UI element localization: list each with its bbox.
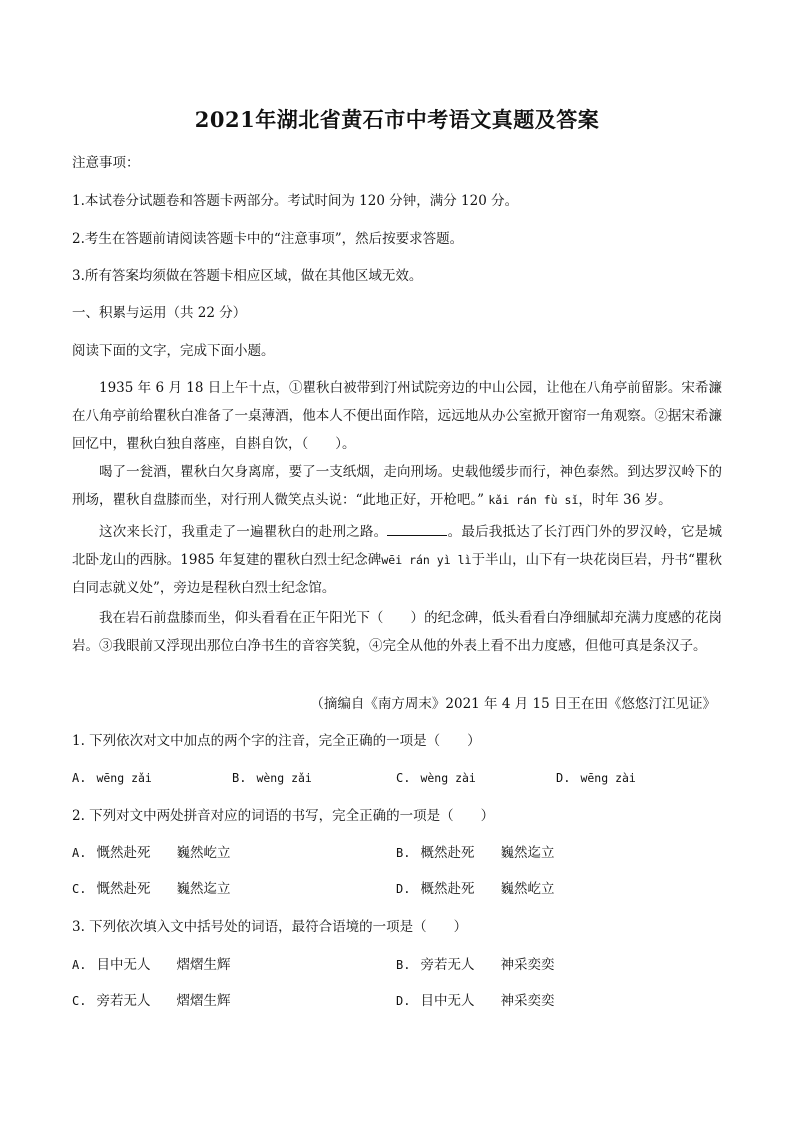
passage-text: ，时年 36 岁。	[578, 492, 672, 508]
fill-blank	[387, 521, 447, 536]
option-b[interactable]: B. wèng zǎi	[232, 771, 312, 785]
passage-text: 这次来长汀，我重走了一遍瞿秋白的赴刑之路。	[99, 524, 388, 540]
option-d[interactable]: D. wēng zài	[556, 771, 636, 785]
option-b[interactable]: B. 旁若无人 神采奕奕	[396, 957, 555, 973]
option-c[interactable]: C. 慨然赴死 巍然迄立	[72, 881, 231, 897]
source-citation: （摘编自《南方周末》2021 年 4 月 15 日王在田《悠悠汀江见证》	[310, 696, 716, 712]
passage-paragraph-2	[72, 458, 722, 514]
section-heading: 一、积累与运用（共 22 分）	[72, 305, 247, 321]
passage-paragraph-3	[72, 518, 722, 602]
option-d[interactable]: D. 概然赴死 巍然屹立	[396, 881, 555, 897]
option-a[interactable]: A. 目中无人 熠熠生辉	[72, 957, 231, 973]
question-stem: 1. 下列依次对文中加点的两个字的注音，完全正确的一项是（ ）	[72, 733, 481, 749]
question-stem: 3. 下列依次填入文中括号处的词语，最符合语境的一项是（ ）	[72, 919, 468, 935]
passage-paragraph-4: 我在岩石前盘膝而坐，仰头看看在正午阳光下（ ）的纪念碑，低头看看白净细腻却充满力度感的花岗岩。③我眼前又浮现出那位白净书生的音容笑貌，④完全从他的外表上看不出力度感，但他可真是条汉子。	[72, 610, 722, 654]
option-a[interactable]: A. wēng zǎi	[72, 771, 152, 785]
notice-item: 1.本试卷分试题卷和答题卡两部分。考试时间为 120 分钟，满分 120 分。	[72, 193, 519, 209]
section-instruction: 阅读下面的文字，完成下面小题。	[72, 343, 275, 359]
pinyin: kǎi rán fù sǐ	[488, 493, 579, 507]
passage-text: 于半山，山下有一块花岗巨岩，丹书“瞿秋白同志就义处”，旁边是程秋白烈士纪念馆。	[72, 552, 722, 596]
option-c[interactable]: C. 旁若无人 熠熠生辉	[72, 993, 231, 1009]
option-a[interactable]: A. 慨然赴死 巍然屹立	[72, 845, 231, 861]
notice-item: 2.考生在答题前请阅读答题卡中的“注意事项”，然后按要求答题。	[72, 231, 464, 247]
passage-text: 。最后我抵达了长汀西门外的罗汉岭，它是城北卧龙山的西脉。1985 年复建的瞿秋白烈士纪念碑	[72, 524, 723, 568]
option-c[interactable]: C. wèng zài	[396, 771, 476, 785]
notice-heading: 注意事项：	[72, 155, 140, 171]
pinyin: wēi rán yì lì	[381, 553, 472, 567]
passage-paragraph-1: 1935 年 6 月 18 日上午十点，①瞿秋白被带到汀州试院旁边的中山公园，让他在八角亭前留影。宋希濂在八角亭前给瞿秋白准备了一桌薄酒，他本人不便出面作陪，远远地从办公室掀开窗帘一角观察。②据宋希濂回忆中，瞿秋白独自落座，自斟自饮，（ ）。	[72, 380, 722, 452]
option-b[interactable]: B. 概然赴死 巍然迄立	[396, 845, 555, 861]
notice-item: 3.所有答案均须做在答题卡相应区域，做在其他区域无效。	[72, 268, 423, 284]
option-d[interactable]: D. 目中无人 神采奕奕	[396, 993, 555, 1009]
question-stem: 2. 下列对文中两处拼音对应的词语的书写，完全正确的一项是（ ）	[72, 808, 495, 824]
page-title: 2021年湖北省黄石市中考语文真题及答案	[194, 107, 600, 132]
passage-text: 喝了一瓮酒，瞿秋白欠身离席，要了一支纸烟，走向刑场。史载他缓步而行，神色泰然。到达罗汉岭下的刑场，瞿秋自盘膝而坐，对行刑人微笑点头说：“此地正好，开枪吧。”	[72, 464, 722, 508]
